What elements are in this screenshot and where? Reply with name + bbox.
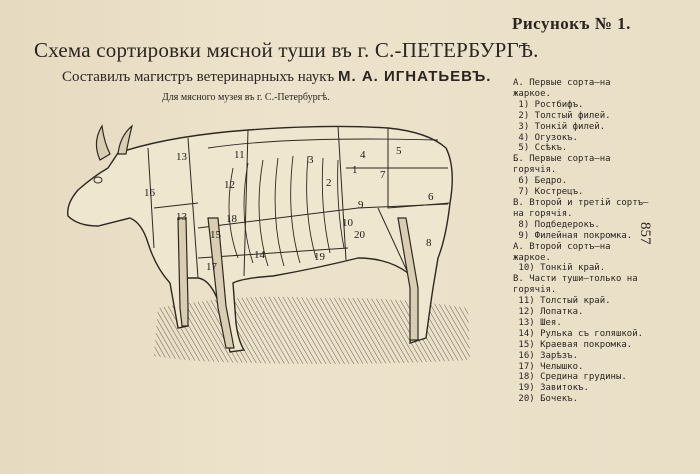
cuts-legend (513, 78, 653, 405)
cut-number-label: 14 (254, 249, 265, 261)
cut-number-label: 4 (360, 149, 366, 161)
cut-number-label: 13 (176, 211, 187, 223)
cow-cuts-illustration (58, 108, 478, 370)
cut-number-label: 12 (224, 179, 235, 191)
legend-item: 1) Ростбифъ. (513, 99, 584, 110)
cut-number-label: 1 (352, 164, 358, 176)
cut-number-label: 15 (210, 229, 221, 241)
cut-number-label: 7 (380, 169, 386, 181)
legend-item: 2) Толстый филей. (513, 110, 611, 121)
cut-number-label: 20 (354, 229, 365, 241)
cut-number-label: 13 (176, 151, 187, 163)
cut-number-label: 2 (326, 177, 332, 189)
page-number: 857 (637, 222, 653, 245)
figure-label: Рисунокъ № 1. (512, 14, 631, 33)
legend-item: 18) Срединa грудины. (513, 372, 627, 383)
horn-left (96, 126, 110, 160)
legend-heading: Б. Первые сорта—на горячія. (513, 154, 611, 176)
author-name: М. А. ИГНАТЬЕВЪ. (338, 68, 492, 85)
cut-number-label: 10 (342, 217, 353, 229)
cut-number-label: 18 (226, 213, 237, 225)
legend-item: 13) Шея. (513, 317, 562, 328)
legend-item: 11) Толстый край. (513, 296, 611, 307)
legend-item: 19) Завитокъ. (513, 383, 589, 394)
legend-item: 15) Краевая покромка. (513, 339, 633, 350)
legend-item: 6) Бедро. (513, 176, 568, 187)
legend-item: 17) Челышко. (513, 361, 584, 372)
legend-item: 12) Лопатка. (513, 307, 584, 318)
legend-heading: В. Части туши—только на горячія. (513, 274, 638, 296)
cut-number-label: 16 (144, 187, 155, 199)
legend-item: 7) Кострецъ. (513, 187, 584, 198)
legend-item: 16) Зарѣзъ. (513, 350, 579, 361)
cut-number-label: 11 (234, 149, 245, 161)
subtitle: Для мясного музея въ г. С.-Петербургѣ. (162, 92, 330, 103)
cut-number-label: 5 (396, 145, 402, 157)
legend-item: 5) Ссѣкъ. (513, 143, 568, 154)
legend-heading: А. Второй сортъ—на жаркое. (513, 241, 611, 263)
legend-item: 9) Филейная покромка. (513, 230, 633, 241)
cut-number-label: 19 (314, 251, 325, 263)
cut-number-label: 8 (426, 237, 432, 249)
legend-heading: В. Второй и третій сортъ—на горячія. (513, 197, 649, 219)
cut-number-label: 3 (308, 154, 314, 166)
legend-item: 14) Рулька съ голяшкой. (513, 328, 644, 339)
cut-number-label: 6 (428, 191, 434, 203)
page-title: Схема сортировки мясной туши въ г. С.-ПЕТЕРБУРГѢ. (34, 38, 539, 62)
legend-item: 20) Бочекъ. (513, 394, 579, 405)
cut-number-label: 9 (358, 199, 364, 211)
author-prefix: Составилъ магистръ ветеринарныхъ наукъ (62, 69, 335, 85)
legend-item: 8) Подбедерокъ. (513, 219, 600, 230)
cut-number-label: 17 (206, 261, 217, 273)
legend-item: 10) Тонкій край. (513, 263, 606, 274)
legend-item: 3) Тонкій филей. (513, 121, 606, 132)
author-line (62, 68, 491, 86)
legend-heading: А. Первые сорта—на жаркое. (513, 78, 611, 99)
legend-item: 4) Огузокъ. (513, 132, 579, 143)
